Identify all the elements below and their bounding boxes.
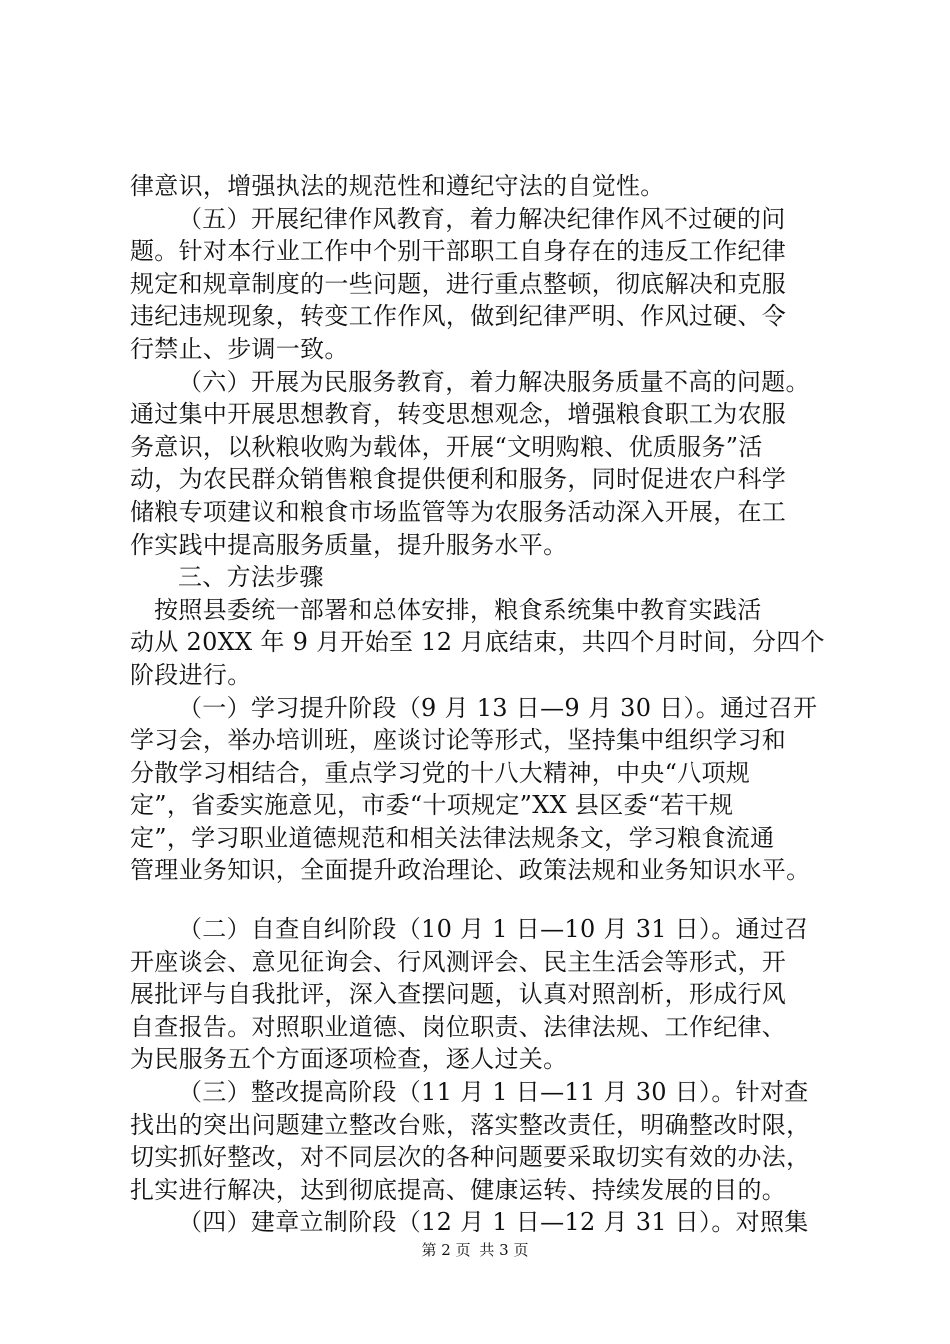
text-line: 切实抓好整改，对不同层次的各种问题要采取切实有效的办法，	[130, 1143, 811, 1172]
paragraph-heading: （四）建章立制阶段（12 月 1 日—12 月 31 日）。对照集	[178, 1208, 809, 1237]
document-body	[130, 170, 830, 1239]
page-footer	[0, 1240, 950, 1260]
text-line: 律意识，增强执法的规范性和遵纪守法的自觉性。	[130, 172, 665, 200]
text-line: 为民服务五个方面逐项检查，逐人过关。	[130, 1045, 568, 1074]
text-line: 通过集中开展思想教育，转变思想观念，增强粮食职工为农服	[130, 400, 787, 429]
text-line: 行禁止、步调一致。	[130, 334, 349, 363]
text-line: 找出的突出问题建立整改台账，落实整改责任，明确整改时限，	[130, 1110, 811, 1139]
paragraph-heading: （六）开展为民服务教育，着力解决服务质量不高的问题。	[178, 367, 810, 396]
text-line: 动从 20XX 年 9 月开始至 12 月底结束，共四个月时间，分四个	[130, 628, 825, 657]
page-number: 第 2 页	[421, 1241, 471, 1259]
text-line: 开座谈会、意见征询会、行风测评会、民主生活会等形式，开	[130, 947, 787, 976]
text-line: 分散学习相结合，重点学习党的十八大精神，中央“八项规	[130, 758, 751, 787]
page-total: 共 3 页	[479, 1241, 529, 1259]
paragraph-heading: （三）整改提高阶段（11 月 1 日—11 月 30 日）。针对查	[178, 1078, 809, 1107]
paragraph-start: 按照县委统一部署和总体安排，粮食系统集中教育实践活	[154, 595, 762, 624]
text-line: 定”，学习职业道德规范和相关法律法规条文，学习粮食流通	[130, 823, 775, 852]
text-line: 展批评与自我批评，深入查摆问题，认真对照剖析，形成行风	[130, 980, 787, 1009]
text-line: 定”，省委实施意见，市委“十项规定”XX 县区委“若干规	[130, 791, 734, 820]
text-line: 管理业务知识，全面提升政治理论、政策法规和业务知识水平。	[130, 856, 811, 885]
text-line: 违纪违规现象，转变工作作风，做到纪律严明、作风过硬、令	[130, 302, 787, 331]
text-line: 题。针对本行业工作中个别干部职工自身存在的违反工作纪律	[130, 237, 787, 266]
paragraph-heading: （一）学习提升阶段（9 月 13 日—9 月 30 日）。通过召开	[178, 693, 818, 722]
text-line: 扎实进行解决，达到彻底提高、健康运转、持续发展的目的。	[130, 1175, 787, 1204]
text-line: 自查报告。对照职业道德、岗位职责、法律法规、工作纪律、	[130, 1012, 787, 1041]
text-line: 动，为农民群众销售粮食提供便利和服务，同时促进农户科学	[130, 465, 787, 494]
text-line: 作实践中提高服务质量，提升服务水平。	[130, 530, 568, 559]
paragraph-heading: （五）开展纪律作风教育，着力解决纪律作风不过硬的问	[178, 204, 786, 233]
paragraph-heading: （二）自查自纠阶段（10 月 1 日—10 月 31 日）。通过召	[178, 915, 809, 944]
section-heading: 三、方法步骤	[178, 563, 324, 592]
text-line: 储粮专项建议和粮食市场监管等为农服务活动深入开展，在工	[130, 497, 787, 526]
text-line: 务意识，以秋粮收购为载体，开展“文明购粮、优质服务”活	[130, 432, 763, 461]
text-line: 学习会，举办培训班，座谈讨论等形式，坚持集中组织学习和	[130, 726, 787, 755]
paragraph-gap	[130, 887, 830, 913]
text-line: 阶段进行。	[130, 660, 252, 689]
text-line: 规定和规章制度的一些问题，进行重点整顿，彻底解决和克服	[130, 269, 787, 298]
